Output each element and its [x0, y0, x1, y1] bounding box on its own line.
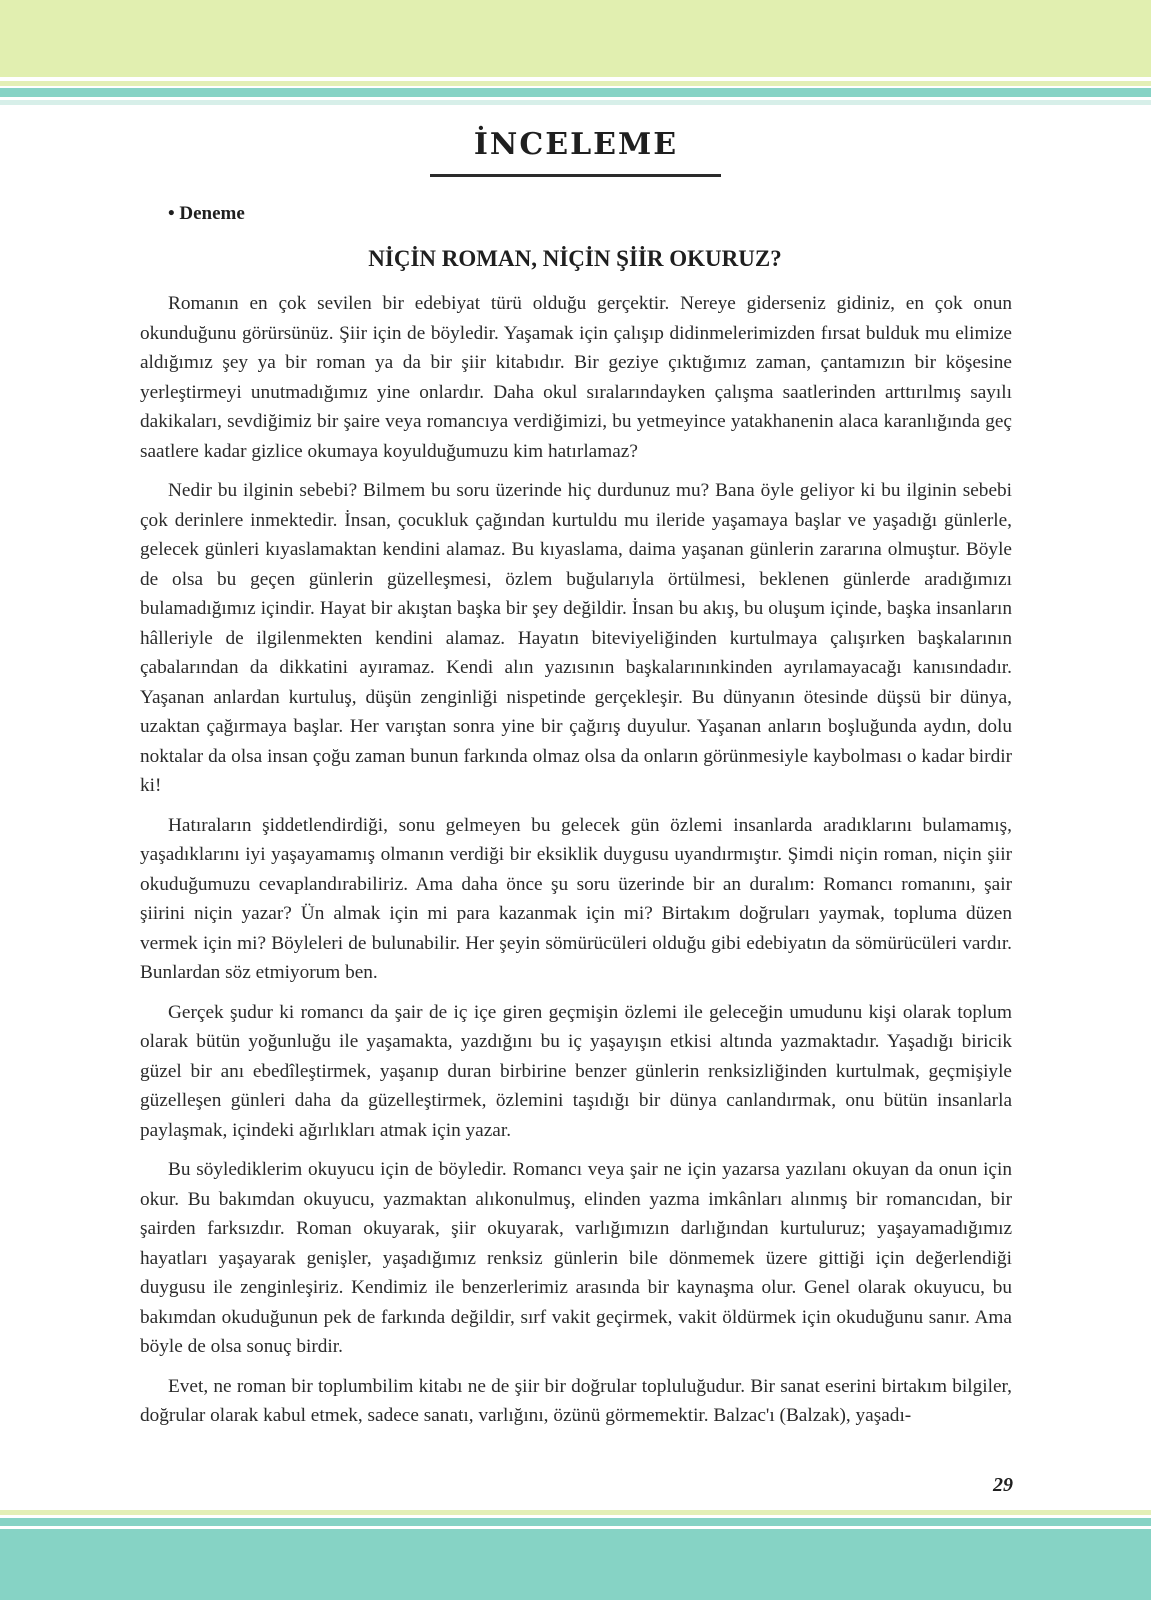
section-heading: İNCELEME — [473, 127, 679, 162]
footer-stripe — [0, 1510, 1151, 1515]
paragraph: Romanın en çok sevilen bir edebiyat türü olduğu gerçektir. Nereye giderseniz gidiniz, en çok onun okunduğunu görürsünüz. Şiir için de böyledir. Yaşamak için çalışıp didinmelerimizden fırsat bulduk mu elimize aldığımız şey ya bir roman ya da bir şiir kitabıdır. Bir geziye çıktığımız zaman, çantamızın bir köşesine yerleştirmeyi unutmadığımız yine onlardır. Daha okul sıralarındayken çalışma saatlerinden arttırılmış sayılı dakikaları, sevdiğimiz bir şaire veya romancıya verdiğimizi, bu yetmeyince yatakhanenin alaca karanlığında geç saatlere kadar gizlice okumaya koyulduğumuzu kim hatırlamaz? — [140, 293, 1012, 462]
header-stripe — [0, 100, 1151, 105]
page-number: 29 — [993, 1474, 1013, 1496]
footer-stripe — [0, 1518, 1151, 1526]
article-title: NİÇİN ROMAN, NİÇİN ŞİİR OKURUZ? — [368, 246, 782, 271]
header-stripe — [0, 88, 1151, 97]
paragraph: Nedir bu ilginin sebebi? Bilmem bu soru üzerinde hiç durdunuz mu? Bana öyle geliyor ki bu ilginin sebebi çok derinlere inmektedir. İnsan, çocukluk çağından kurtuldu mu ileride yaşamaya başlar ve yaşadığı günlerle, gelecek günleri kıyaslamaktan kendini alamaz. Bu kıyaslama, daima yaşanan günlerin zararına olmuştur. Böyle de olsa bu geçen günlerin güzelleşmesi, özlem buğularıyla örtülmesi, beklenen günlerde aradığımızı bulamadığımız içindir. Hayat bir akıştan başka bir şey değildir. İnsan bu akış, bu oluşum içinde, başka insanların hâlleriyle de ilgilenmekten kendini alamaz. Hayatın biteviyeliğinden kurtulmaya çalışırken başkalarının çabalarından da dikkatini ayıramaz. Kendi alın yazısının başkalarınınkinden ayrılamayacağı kanısındadır. Yaşanan anlardan kurtuluş, düşün zenginliği nispetinde gerçekleşir. Bu dünyanın ötesinde düşsü bir dünya, uzaktan çağırmaya başlar. Her varıştan sonra yine bir çağırış duyulur. Yaşanan anların boşluğunda aydın, dolu noktalar da olsa insan çoğu zaman bunun farkında olmaz olsa da onların görünmesiyle kaybolması o kadar birdir ki! — [140, 480, 1012, 796]
paragraph: Bu söylediklerim okuyucu için de böyledir. Romancı veya şair ne için yazarsa yazılanı okuyan da onun için okur. Bu bakımdan okuyucu, yazmaktan alıkonulmuş, elinden yazma imkânları alınmış bir romancıdan, bir şairden farksızdır. Roman okuyarak, şiir okuyarak, varlığımızın darlığından kurtuluruz; yaşayamadığımız hayatları yaşayarak genişler, yaşadığımız renksiz günlerin bile dönmemek üzere gittiği için değerlendiği duygusu ile zenginleşiriz. Kendimiz ile benzerlerimiz arasında bir kaynaşma olur. Genel olarak okuyucu, bu bakımdan okuduğunun pek de farkında değildir, sırf vakit geçirmek, vakit öldürmek için okuduğunu sanır. Ama böyle de olsa sonuç birdir. — [140, 1159, 1012, 1357]
header-band — [0, 0, 1151, 77]
paragraph: Gerçek şudur ki romancı da şair de iç içe giren geçmişin özlemi ile geleceğin umudunu kişi olarak toplum olarak bütün yoğunluğu ile yaşamakta, yazdığını bu iç yaşayışın etkisi altında yazmaktadır. Yaşadığı biricik güzel bir anı ebedîleştirmek, yaşanıp duran birbirine benzer günlerin renksizliğinden kurtulmak, geçmişiyle güzelleşen günleri daha da güzelleştirmek, özlemini taşıdığı bir dünya canlandırmak, onu bütün insanlarla paylaşmak, içindeki ağırlıkları atmak için yazar. — [140, 1001, 1012, 1141]
heading-underline — [430, 174, 721, 177]
footer-band — [0, 1529, 1151, 1600]
genre-label: • Deneme — [168, 203, 245, 224]
paragraph: Evet, ne roman bir toplumbilim kitabı ne de şiir bir doğrular topluluğudur. Bir sanat eserini birtakım bilgiler, doğrular olarak kabul etmek, sadece sanatı, varlığını, özünü görmemektir. Balzac'ı (Balzak), yaşadı- — [140, 1375, 1012, 1426]
header-stripe — [0, 81, 1151, 86]
paragraph: Hatıraların şiddetlendirdiği, sonu gelmeyen bu gelecek gün özlemi insanlarda aradıklarını bulamamış, yaşadıklarını iyi yaşayamamış olmanın verdiği bir eksiklik duygusu uyandırmıştır. Şimdi niçin roman, niçin şiir okuduğumuzu cevaplandırabiliriz. Ama daha önce şu soru üzerinde bir an duralım: Romancı romanını, şair şiirini niçin yazar? Ün almak için mi para kazanmak için mi? Birtakım doğruları yaymak, topluma düzen vermek için mi? Böyleleri de bulunabilir. Her şeyin sömürücüleri olduğu gibi edebiyatın da sömürücüleri vardır. Bunlardan söz etmiyorum ben. — [140, 814, 1012, 983]
article-body — [140, 289, 1012, 1441]
